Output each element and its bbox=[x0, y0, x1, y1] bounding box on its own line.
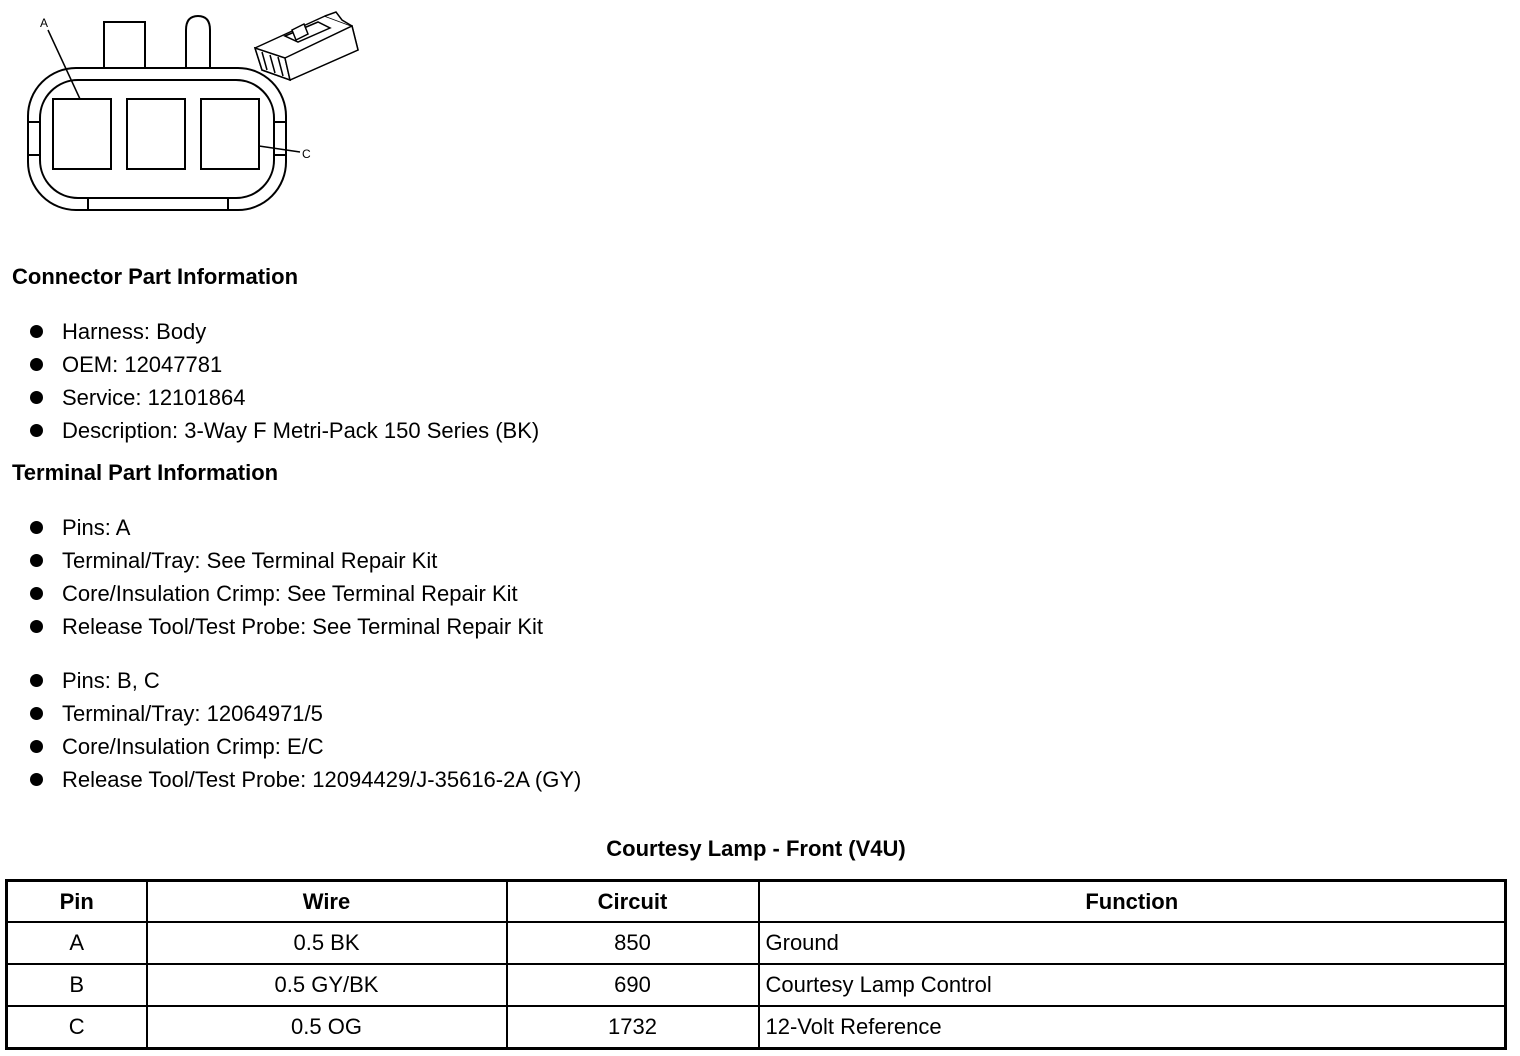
bullet-icon bbox=[30, 391, 43, 404]
list-item: OEM: 12047781 bbox=[0, 348, 539, 381]
cell-pin: C bbox=[7, 1006, 147, 1049]
terminal-info-list-1 bbox=[0, 511, 543, 643]
callout-a-label: A bbox=[40, 16, 49, 30]
table-header-row bbox=[7, 881, 1506, 923]
table-row bbox=[7, 1006, 1506, 1049]
column-header-function: Function bbox=[759, 881, 1506, 923]
connector-diagram bbox=[0, 0, 380, 230]
column-header-circuit: Circuit bbox=[507, 881, 759, 923]
list-item: Terminal/Tray: 12064971/5 bbox=[0, 697, 581, 730]
cell-wire: 0.5 GY/BK bbox=[147, 964, 507, 1006]
cell-pin: B bbox=[7, 964, 147, 1006]
bullet-icon bbox=[30, 620, 43, 633]
cell-wire: 0.5 BK bbox=[147, 922, 507, 964]
bullet-icon bbox=[30, 773, 43, 786]
bullet-icon bbox=[30, 358, 43, 371]
cell-circuit: 850 bbox=[507, 922, 759, 964]
bullet-icon bbox=[30, 740, 43, 753]
terminal-info-list-2 bbox=[0, 664, 581, 796]
column-header-wire: Wire bbox=[147, 881, 507, 923]
bullet-icon bbox=[30, 554, 43, 567]
list-item: Pins: B, C bbox=[0, 664, 581, 697]
terminal-info-heading: Terminal Part Information bbox=[12, 460, 279, 485]
list-item: Core/Insulation Crimp: See Terminal Repair Kit bbox=[0, 577, 543, 610]
connector-housing-outer bbox=[28, 68, 286, 210]
list-item: Core/Insulation Crimp: E/C bbox=[0, 730, 581, 763]
list-item: Terminal/Tray: See Terminal Repair Kit bbox=[0, 544, 543, 577]
cell-pin: A bbox=[7, 922, 147, 964]
list-item: Release Tool/Test Probe: 12094429/J-35616-2A (GY) bbox=[0, 763, 581, 796]
cell-wire: 0.5 OG bbox=[147, 1006, 507, 1049]
connector-info-list bbox=[0, 315, 539, 447]
bullet-icon bbox=[30, 674, 43, 687]
pin-table-title: Courtesy Lamp - Front (V4U) bbox=[606, 836, 906, 861]
cell-circuit: 1732 bbox=[507, 1006, 759, 1049]
bullet-icon bbox=[30, 325, 43, 338]
list-item: Harness: Body bbox=[0, 315, 539, 348]
list-item: Release Tool/Test Probe: See Terminal Repair Kit bbox=[0, 610, 543, 643]
pin-table bbox=[5, 879, 1507, 1050]
callout-c-label: C bbox=[302, 147, 311, 161]
bullet-icon bbox=[30, 424, 43, 437]
bullet-icon bbox=[30, 707, 43, 720]
cell-function: 12-Volt Reference bbox=[759, 1006, 1506, 1049]
connector-left-tab bbox=[104, 22, 145, 68]
list-item: Description: 3-Way F Metri-Pack 150 Series (BK) bbox=[0, 414, 539, 447]
column-header-pin: Pin bbox=[7, 881, 147, 923]
table-row bbox=[7, 922, 1506, 964]
connector-thumbnail bbox=[255, 12, 358, 80]
table-row bbox=[7, 964, 1506, 1006]
connector-info-heading: Connector Part Information bbox=[12, 264, 299, 289]
cell-function: Courtesy Lamp Control bbox=[759, 964, 1506, 1006]
bullet-icon bbox=[30, 587, 43, 600]
cell-circuit: 690 bbox=[507, 964, 759, 1006]
bullet-icon bbox=[30, 521, 43, 534]
cell-function: Ground bbox=[759, 922, 1506, 964]
list-item: Pins: A bbox=[0, 511, 543, 544]
list-item: Service: 12101864 bbox=[0, 381, 539, 414]
